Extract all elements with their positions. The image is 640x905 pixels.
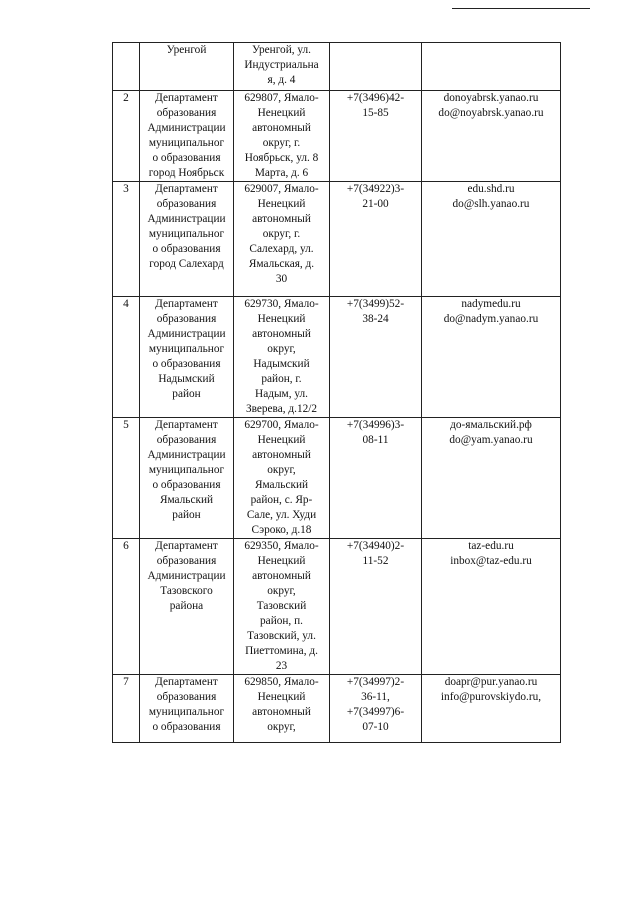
row-number-cell [113,675,140,743]
organization-cell [140,182,234,297]
address-cell-line: 23 [275,660,288,672]
organization-cell-line: Администрации [147,570,226,582]
top-rule [452,8,590,9]
address-cell-line: автономный [252,328,311,340]
address-cell-line: округ, [267,721,296,733]
table-row [113,43,561,91]
organization-cell-line: Департамент [155,298,218,310]
organization-cell-line: образования [156,555,217,567]
address-cell-line: Ненецкий [257,691,306,703]
organization-cell-line: Департамент [155,183,218,195]
contacts-table [112,42,561,743]
address-cell-line: Ненецкий [257,434,306,446]
address-cell-line: автономный [252,122,311,134]
organization-cell-line: Департамент [155,419,218,431]
phone-cell [330,43,422,91]
address-cell [234,297,330,418]
address-cell-line: Ненецкий [257,198,306,210]
table-row [113,675,561,743]
website-email-cell [422,91,561,182]
address-cell-line: Ямальская, д. [248,258,315,270]
row-number-cell [113,418,140,539]
row-number-cell [113,539,140,675]
address-cell-line: Уренгой, ул. [251,44,312,56]
address-cell-line: 629700, Ямало- [244,419,319,431]
organization-cell-line: город Салехард [149,258,224,270]
address-cell [234,91,330,182]
organization-cell-line: муниципальног [148,137,225,149]
organization-cell-line: Надымский [158,373,215,385]
address-cell-line: округ, [267,464,296,476]
organization-cell-line: образования [156,313,217,325]
address-cell [234,418,330,539]
address-cell-line: район, с. Яр- [250,494,313,506]
address-cell-line: Надым, ул. [255,388,308,400]
address-cell-line: автономный [252,570,311,582]
organization-cell-line: муниципальног [148,228,225,240]
address-cell-line: автономный [252,706,311,718]
website-email-cell-line: do@noyabrsk.yanao.ru [438,107,544,119]
phone-cell-line: +7(34940)2- [346,540,405,552]
address-cell-line: 629730, Ямало- [244,298,319,310]
organization-cell-line: о образования [152,152,221,164]
organization-cell-line: муниципальног [148,343,225,355]
address-cell-line: округ, [267,343,296,355]
organization-cell-line: Администрации [147,328,226,340]
website-email-cell-line: doapr@pur.yanao.ru [444,676,538,688]
phone-cell-line: +7(3496)42- [346,92,405,104]
address-cell-line: Пиеттомина, д. [245,645,318,657]
phone-cell-line: 36-11, [361,691,390,703]
website-email-cell-line: до-ямальский.рф [450,419,532,431]
row-number-cell-line: 7 [123,676,129,688]
organization-cell [140,91,234,182]
organization-cell-line: образования [156,198,217,210]
table-row [113,91,561,182]
organization-cell-line: Администрации [147,449,226,461]
phone-cell-line: +7(34997)2- [346,676,405,688]
table-row [113,418,561,539]
table-row [113,539,561,675]
address-cell-line: автономный [252,213,311,225]
address-cell-line: Тазовский, ул. [247,630,316,642]
phone-cell-line: 38-24 [362,313,389,325]
organization-cell [140,43,234,91]
address-cell-line: Индустриальна [244,59,319,71]
address-cell-line: Сале, ул. Худи [246,509,317,521]
organization-cell-line: Ямальский [159,494,214,506]
address-cell-line: 629850, Ямало- [244,676,319,688]
row-number-cell [113,43,140,91]
table-row [113,297,561,418]
address-cell-line: округ, [267,585,296,597]
organization-cell-line: муниципальног [148,464,225,476]
website-email-cell-line: nadymedu.ru [461,298,521,310]
phone-cell [330,91,422,182]
organization-cell [140,539,234,675]
address-cell-line: округ, г. [262,228,301,240]
organization-cell-line: Тазовского [160,585,213,597]
address-cell-line: 30 [275,273,288,285]
address-cell-line: автономный [252,449,311,461]
phone-cell-line: 07-10 [362,721,389,733]
address-cell-line: Ненецкий [257,555,306,567]
phone-cell [330,297,422,418]
organization-cell-line: о образования [152,358,221,370]
organization-cell-line: Департамент [155,540,218,552]
website-email-cell [422,675,561,743]
organization-cell-line: о образования [152,479,221,491]
phone-cell-line: 21-00 [362,198,389,210]
address-cell-line: Надымский [253,358,310,370]
website-email-cell-line: donoyabrsk.yanao.ru [443,92,539,104]
website-email-cell-line: do@slh.yanao.ru [452,198,530,210]
phone-cell [330,182,422,297]
organization-cell-line: муниципальног [148,706,225,718]
address-cell-line: 629350, Ямало- [244,540,319,552]
address-cell-line: округ, г. [262,137,301,149]
address-cell [234,675,330,743]
phone-cell-line: +7(34996)3- [346,419,405,431]
website-email-cell [422,539,561,675]
phone-cell [330,675,422,743]
organization-cell-line: образования [156,434,217,446]
address-cell-line: Ямальский [254,479,309,491]
table-row [113,182,561,297]
website-email-cell-line: do@yam.yanao.ru [449,434,533,446]
phone-cell-line: 11-52 [362,555,389,567]
phone-cell [330,418,422,539]
organization-cell [140,418,234,539]
website-email-cell-line: taz-edu.ru [468,540,514,552]
address-cell-line: Зверева, д.12/2 [245,403,318,415]
address-cell [234,539,330,675]
address-cell-line: 629007, Ямало- [244,183,319,195]
organization-cell-line: Уренгой [166,44,207,56]
website-email-cell [422,418,561,539]
row-number-cell [113,182,140,297]
website-email-cell-line: inbox@taz-edu.ru [450,555,532,567]
organization-cell-line: район [172,509,201,521]
organization-cell-line: район [172,388,201,400]
address-cell-line: Сэроко, д.18 [251,524,312,536]
address-cell-line: район, г. [261,373,302,385]
organization-cell-line: района [169,600,204,612]
row-number-cell-line: 5 [123,419,129,431]
organization-cell-line: образования [156,691,217,703]
organization-cell [140,297,234,418]
website-email-cell-line: do@nadym.yanao.ru [443,313,539,325]
organization-cell-line: образования [156,107,217,119]
address-cell-line: район, п. [260,615,303,627]
address-cell-line: Ноябрьск, ул. 8 [244,152,319,164]
phone-cell-line: +7(3499)52- [346,298,405,310]
phone-cell-line: 15-85 [362,107,389,119]
phone-cell-line: +7(34922)3- [346,183,405,195]
address-cell-line: я, д. 4 [267,74,296,86]
address-cell-line: Ненецкий [257,107,306,119]
website-email-cell [422,43,561,91]
row-number-cell-line: 6 [123,540,129,552]
phone-cell-line: 08-11 [362,434,389,446]
address-cell-line: Ненецкий [257,313,306,325]
address-cell [234,43,330,91]
row-number-cell-line: 2 [123,92,129,104]
row-number-cell [113,91,140,182]
row-number-cell-line: 4 [123,298,129,310]
address-cell-line: Салехард, ул. [249,243,314,255]
website-email-cell-line: edu.shd.ru [467,183,515,195]
organization-cell-line: о образования [152,243,221,255]
phone-cell [330,539,422,675]
organization-cell-line: Администрации [147,213,226,225]
website-email-cell [422,182,561,297]
row-number-cell [113,297,140,418]
address-cell [234,182,330,297]
organization-cell-line: Департамент [155,676,218,688]
website-email-cell-line: info@purovskiydo.ru, [440,691,542,703]
row-number-cell-line: 3 [123,183,129,195]
organization-cell [140,675,234,743]
organization-cell-line: город Ноябрьск [148,167,225,179]
website-email-cell [422,297,561,418]
address-cell-line: Тазовский [256,600,307,612]
phone-cell-line: +7(34997)6- [346,706,405,718]
organization-cell-line: Администрации [147,122,226,134]
address-cell-line: Марта, д. 6 [254,167,309,179]
address-cell-line: 629807, Ямало- [244,92,319,104]
organization-cell-line: о образования [152,721,221,733]
organization-cell-line: Департамент [155,92,218,104]
